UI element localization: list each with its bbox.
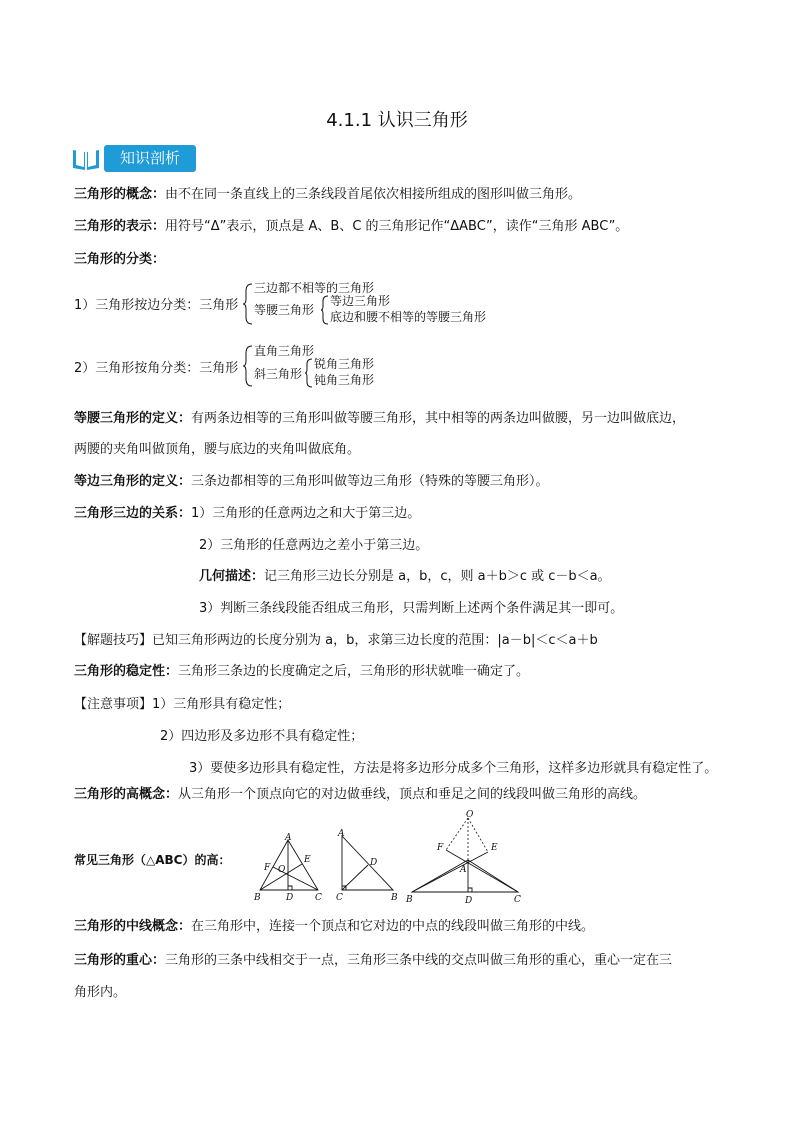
fig1-label-B: B <box>254 893 261 903</box>
equilateral-line <box>74 474 549 490</box>
by-side-item1: 三边都不相等的三角形 <box>254 281 375 295</box>
section-banner: 知识剖析 <box>104 145 196 172</box>
by-side-brace <box>242 283 254 325</box>
concept-label: 三角形的概念： <box>74 187 166 202</box>
centroid-text1: 三角形的三条中线相交于一点，三角形三条中线的交点叫做三角形的重心，重心一定在三 <box>165 953 673 968</box>
centroid-line1 <box>74 953 672 969</box>
concept-text: 由不在同一条直线上的三条线段首尾依次相接所组成的图形叫做三角形。 <box>165 187 582 202</box>
altitude-line <box>74 787 646 803</box>
by-side-item2: 等腰三角形 <box>254 303 315 317</box>
geo-text: 记三角形三边长分别是 a，b，c，则 a＋b＞c 或 c－b＜a。 <box>264 569 611 584</box>
side-relation-line1 <box>74 506 420 522</box>
isosceles-text2: 两腰的夹角叫做顶角，腰与底边的夹角叫做底角。 <box>74 442 361 457</box>
median-text: 在三角形中，连接一个顶点和它对边的中点的线段叫做三角形的中线。 <box>191 919 595 934</box>
fig2-label-C: C <box>336 893 343 903</box>
fig3-label-A: A <box>460 865 467 875</box>
by-angle-item2: 斜三角形 <box>254 367 303 381</box>
geo-label: 几何描述： <box>199 569 265 584</box>
fig3-label-D: D <box>465 896 473 906</box>
side-relation-r1: 1）三角形的任意两边之和大于第三边。 <box>191 506 421 521</box>
fig3-label-O: O <box>466 810 474 820</box>
by-angle-brace <box>242 345 254 387</box>
concept-line <box>74 187 581 203</box>
notation-line <box>74 219 628 235</box>
stability-line <box>74 664 529 680</box>
altitude-label: 三角形的高概念： <box>74 787 179 802</box>
side-relation-geo <box>199 569 611 585</box>
by-side-sub1: 等边三角形 <box>330 294 391 308</box>
figure-caption: 常见三角形（△ABC）的高： <box>74 853 231 867</box>
by-angle-lead: 2）三角形按角分类：三角形 <box>74 361 239 376</box>
tip-label: 【解题技巧】 <box>74 633 153 648</box>
by-side-sub-brace <box>320 295 330 325</box>
by-angle-sub1: 锐角三角形 <box>314 357 375 371</box>
fig3-label-C: C <box>514 895 521 905</box>
by-angle-sub2: 钝角三角形 <box>314 373 375 387</box>
fig1-label-E: E <box>304 855 311 865</box>
centroid-label: 三角形的重心： <box>74 953 166 968</box>
notes-label: 【注意事项】 <box>74 697 153 712</box>
side-relation-r2: 2）三角形的任意两边之差小于第三边。 <box>199 538 429 553</box>
notes-line1 <box>74 697 290 713</box>
page-title: 4.1.1 认识三角形 <box>326 110 468 131</box>
fig3-label-B: B <box>406 895 413 905</box>
fig3-label-F: F <box>437 843 444 853</box>
notation-text: 用符号“Δ”表示，顶点是 A、B、C 的三角形记作“ΔABC”，读作“三角形 ABC”。 <box>165 219 629 234</box>
side-relation-label: 三角形三边的关系： <box>74 506 192 521</box>
fig1-label-A: A <box>285 833 292 843</box>
fig2-label-D: D <box>370 858 378 868</box>
figure-obtuse-altitudes <box>404 808 526 908</box>
notes-n3: 3）要使多边形具有稳定性，方法是将多边形分成多个三角形，这样多边形就具有稳定性了。 <box>189 761 718 776</box>
altitude-text: 从三角形一个顶点向它的对边做垂线，顶点和垂足之间的线段叫做三角形的高线。 <box>178 787 647 802</box>
by-angle-sub-brace <box>304 358 314 388</box>
notes-n2: 2）四边形及多边形不具有稳定性； <box>160 729 364 744</box>
open-book-icon <box>72 147 100 171</box>
fig3-label-E: E <box>491 843 498 853</box>
fig1-label-O: O <box>278 865 286 875</box>
isosceles-text1: 有两条边相等的三角形叫做等腰三角形，其中相等的两条边叫做腰，另一边叫做底边， <box>191 411 686 426</box>
notation-label: 三角形的表示： <box>74 219 166 234</box>
fig1-label-C: C <box>315 893 322 903</box>
stability-label: 三角形的稳定性： <box>74 664 179 679</box>
fig1-label-F: F <box>264 863 271 873</box>
by-angle-item1: 直角三角形 <box>254 344 315 358</box>
figure-right-altitudes <box>333 828 401 908</box>
equilateral-text: 三条边都相等的三角形叫做等边三角形（特殊的等腰三角形）。 <box>191 474 549 489</box>
by-side-lead: 1）三角形按边分类：三角形 <box>74 298 239 313</box>
centroid-text2: 角形内。 <box>74 985 127 1000</box>
stability-text: 三角形三条边的长度确定之后，三角形的形状就唯一确定了。 <box>178 664 530 679</box>
median-label: 三角形的中线概念： <box>74 919 192 934</box>
isosceles-line1 <box>74 411 685 427</box>
isosceles-label: 等腰三角形的定义： <box>74 411 192 426</box>
figure-acute-altitudes <box>252 830 327 908</box>
classification-label: 三角形的分类： <box>74 252 166 267</box>
equilateral-label: 等边三角形的定义： <box>74 474 192 489</box>
by-side-sub2: 底边和腰不相等的等腰三角形 <box>330 310 487 324</box>
median-line <box>74 919 594 935</box>
tip-text: 已知三角形两边的长度分别为 a，b，求第三边长度的范围：|a－b|＜c＜a＋b <box>152 633 598 648</box>
fig2-label-A: A <box>338 829 345 839</box>
fig1-label-D: D <box>286 893 294 903</box>
tip-line <box>74 633 598 649</box>
notes-n1: 1）三角形具有稳定性； <box>152 697 291 712</box>
fig2-label-B: B <box>391 893 398 903</box>
side-relation-r3: 3）判断三条线段能否组成三角形，只需判断上述两个条件满足其一即可。 <box>199 601 624 616</box>
